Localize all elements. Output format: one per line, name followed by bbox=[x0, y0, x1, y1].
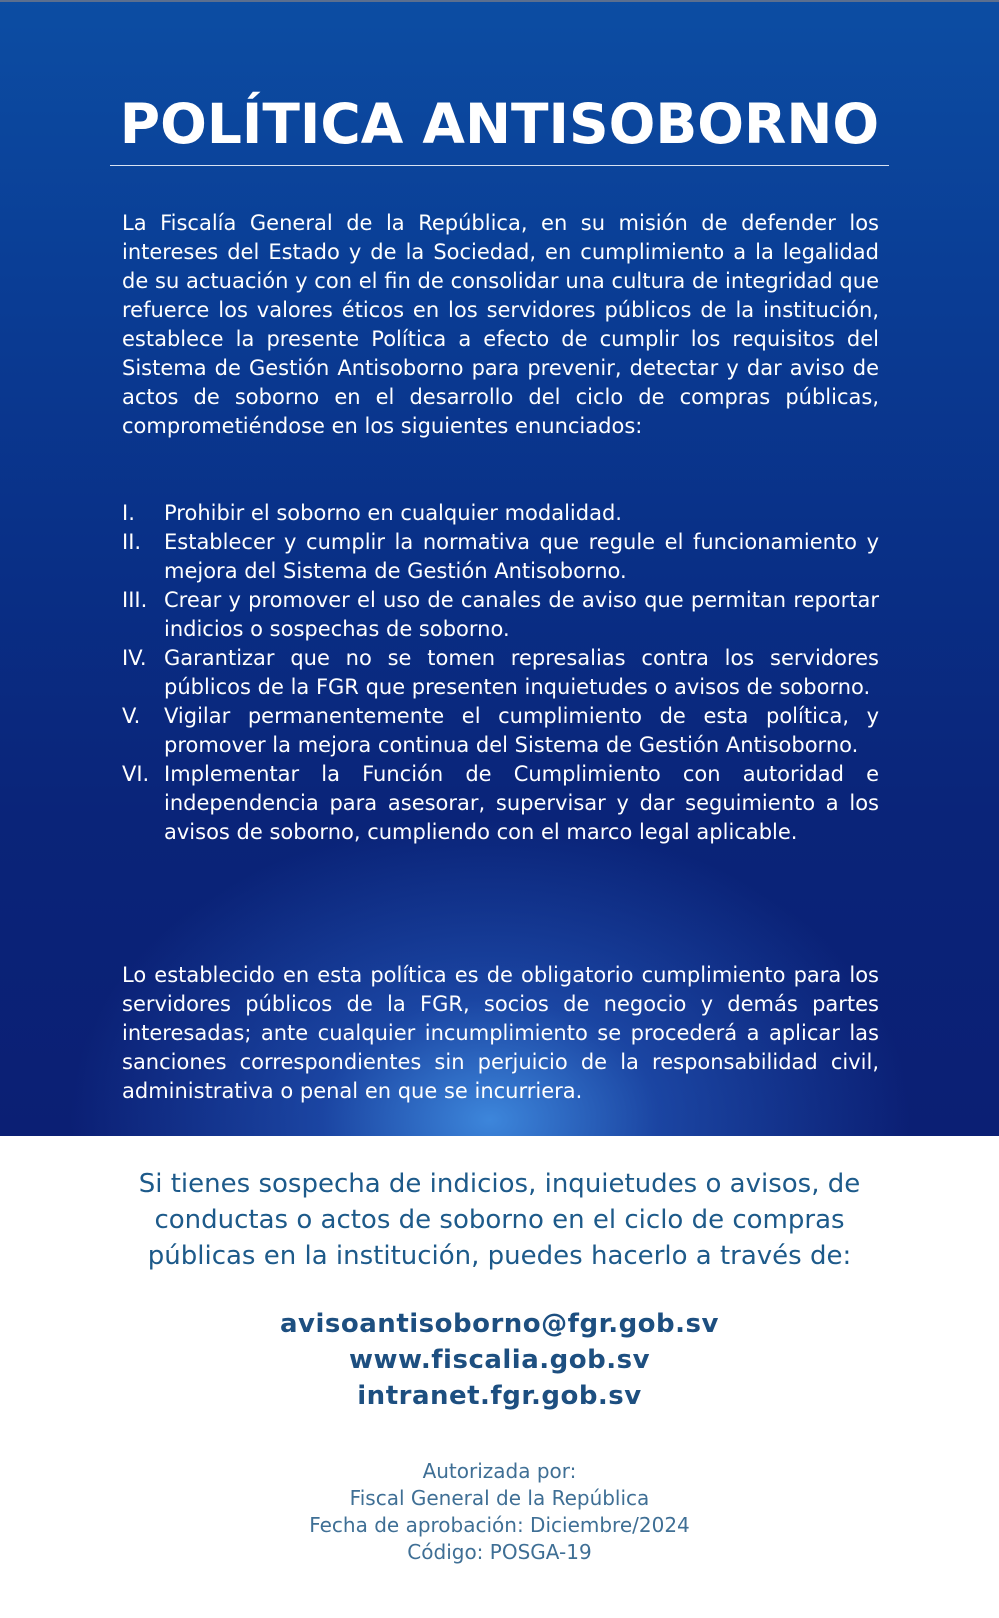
title-divider bbox=[110, 165, 889, 166]
list-item-number: V. bbox=[122, 704, 141, 728]
authorization-block bbox=[0, 1458, 999, 1566]
approval-date: Fecha de aprobación: Diciembre/2024 bbox=[309, 1513, 690, 1537]
list-item bbox=[122, 644, 879, 702]
list-item-text: Garantizar que no se tomen represalias contra los servidores públicos de la FGR que presenten inquietudes o avisos de soborno. bbox=[164, 646, 879, 699]
list-item-number: IV. bbox=[122, 646, 147, 670]
list-item bbox=[122, 586, 879, 644]
list-item-text: Establecer y cumplir la normativa que regule el funcionamiento y mejora del Sistema de Gestión Antisoborno. bbox=[164, 530, 879, 583]
list-item bbox=[122, 702, 879, 760]
intranet-link[interactable]: intranet.fgr.gob.sv bbox=[357, 1381, 642, 1411]
website-link[interactable]: www.fiscalia.gob.sv bbox=[348, 1345, 651, 1375]
authorized-by-label: Autorizada por: bbox=[422, 1459, 577, 1483]
list-item-text: Vigilar permanentemente el cumplimiento de esta política, y promover la mejora continua del Sistema de Gestión Antisoborno. bbox=[164, 704, 879, 757]
policy-list bbox=[122, 499, 879, 847]
list-item-text: Prohibir el soborno en cualquier modalidad. bbox=[164, 501, 622, 525]
contact-links bbox=[0, 1306, 999, 1414]
top-divider bbox=[0, 0, 999, 2]
closing-paragraph: Lo establecido en esta política es de obligatorio cumplimiento para los servidores públicos de la FGR, socios de negocio y demás partes interesadas; ante cualquier incumplimiento se procederá a aplicar las sanciones correspondientes sin perjuicio de la responsabilidad civil, administrativa o penal en que se incurriera. bbox=[122, 963, 879, 1103]
list-item-number: VI. bbox=[122, 762, 150, 786]
list-item-number: III. bbox=[122, 588, 148, 612]
list-item-text: Implementar la Función de Cumplimiento con autoridad e independencia para asesorar, supervisar y dar seguimiento a los avisos de soborno, cumpliendo con el marco legal aplicable. bbox=[164, 762, 879, 844]
list-item bbox=[122, 528, 879, 586]
list-item-number: II. bbox=[122, 530, 142, 554]
list-item-text: Crear y promover el uso de canales de aviso que permitan reportar indicios o sospechas de soborno. bbox=[164, 588, 879, 641]
authorizing-official: Fiscal General de la República bbox=[349, 1486, 650, 1510]
email-link[interactable]: avisoantisoborno@fgr.gob.sv bbox=[280, 1309, 719, 1339]
contact-lead-text: Si tienes sospecha de indicios, inquietudes o avisos, de conductas o actos de soborno en el ciclo de compras públicas en la institución, puedes hacerlo a través de: bbox=[138, 1169, 861, 1271]
list-item bbox=[122, 760, 879, 847]
list-item bbox=[122, 499, 879, 528]
policy-code: Código: POSGA-19 bbox=[407, 1540, 592, 1564]
page-title: POLÍTICA ANTISOBORNO bbox=[119, 92, 880, 156]
list-item-number: I. bbox=[122, 501, 135, 525]
intro-paragraph: La Fiscalía General de la República, en su misión de defender los intereses del Estado y de la Sociedad, en cumplimiento a la legalidad de su actuación y con el fin de consolidar una cultura de integridad que refuerce los valores éticos en los servidores públicos de la institución, establece la presente Política a efecto de cumplir los requisitos del Sistema de Gestión Antisoborno para prevenir, detectar y dar aviso de actos de soborno en el desarrollo del ciclo de compras públicas, comprometiéndose en los siguientes enunciados: bbox=[122, 211, 879, 438]
